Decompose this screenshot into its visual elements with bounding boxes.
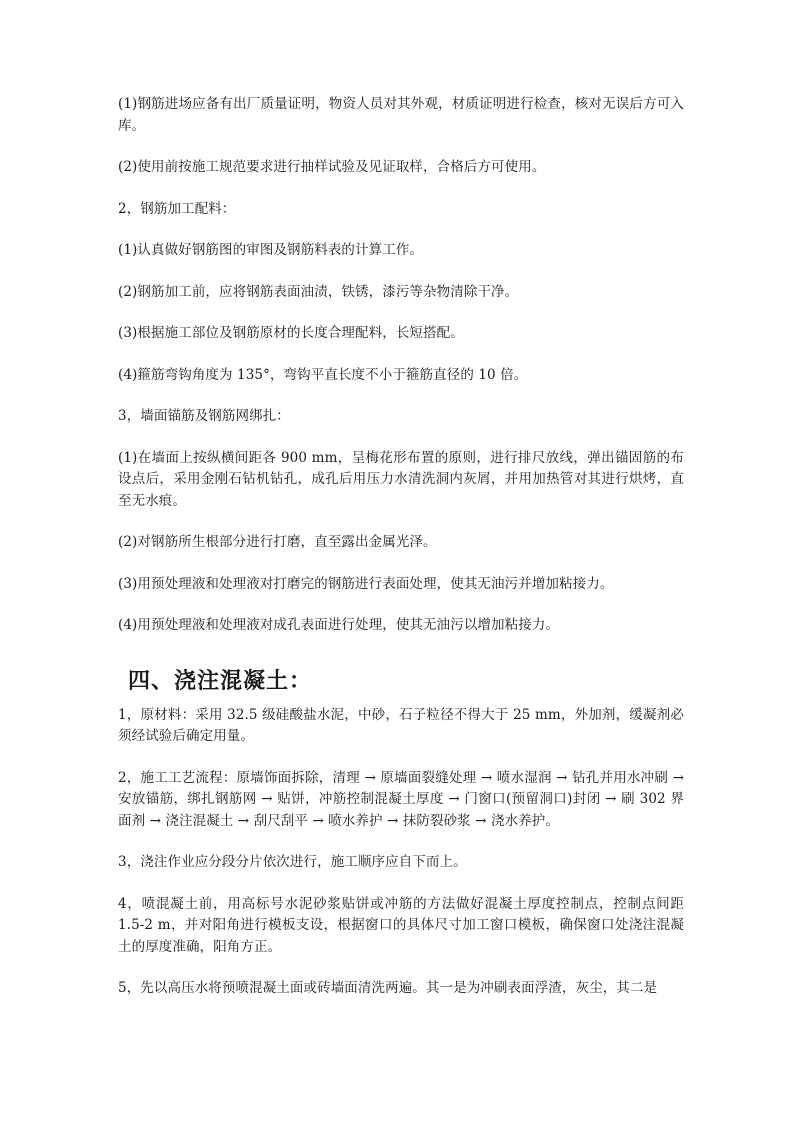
paragraph: (2)使用前按施工规范要求进行抽样试验及见证取样，合格后方可使用。: [118, 159, 546, 175]
paragraph: 5，先以高压水将预喷混凝土面或砖墙面清洗两遍。其一是为冲刷表面浮渣，灰尘，其二是: [118, 980, 658, 996]
paragraph: (4)箍筋弯钩角度为 135°，弯钩平直长度不小于箍筋直径的 10 倍。: [118, 366, 528, 383]
paragraph: 2，施工工艺流程：原墙饰面拆除，清理 → 原墙面裂缝处理 → 喷水湿润 → 钻孔并用水冲刷 → 安放锚筋，绑扎钢筋网 → 贴饼，冲筋控制混凝土厚度 → 门窗口(预留洞口)封闭 → 刷 302 界面剂 → 浇注混凝土 → 刮尺刮平 → 喷水养护 → 抹防裂砂浆 → 浇水养护。: [118, 769, 684, 829]
paragraph: (1)认真做好钢筋图的审图及钢筋料表的计算工作。: [118, 242, 424, 258]
paragraph: 3，浇注作业应分段分片依次进行，施工顺序应自下而上。: [118, 854, 467, 870]
paragraph: (3)根据施工部位及钢筋原材的长度合理配料，长短搭配。: [118, 325, 464, 341]
paragraph: (2)对钢筋所生根部分进行打磨，直至露出金属光泽。: [118, 534, 437, 550]
paragraph: (3)用预处理液和处理液对打磨完的钢筋进行表面处理，使其无油污并增加粘接力。: [118, 575, 614, 592]
paragraph: 1，原材料：采用 32.5 级硅酸盐水泥，中砂，石子粒径不得大于 25 mm，外加剂，缓凝剂必须经试验后确定用量。: [118, 706, 684, 744]
section-heading: 四、浇注混凝土：: [128, 668, 313, 694]
paragraph: 3，墙面锚筋及钢筋网绑扎：: [118, 408, 290, 424]
paragraph: (1)在墙面上按纵横间距各 900 mm，呈梅花形布置的原则，进行排尺放线，弹出锚固筋的布设点后，采用金刚石钻机钻孔，成孔后用压力水清洗洞内灰屑，并用加热管对其进行烘烤，直至无水痕。: [118, 449, 684, 509]
paragraph: 2，钢筋加工配料：: [118, 200, 236, 217]
paragraph: (2)钢筋加工前，应将钢筋表面油渍，铁锈，漆污等杂物清除干净。: [118, 283, 519, 300]
paragraph: (1)钢筋进场应备有出厂质量证明，物资人员对其外观，材质证明进行检查，核对无误后方可入库。: [118, 96, 684, 134]
paragraph: (4)用预处理液和处理液对成孔表面进行处理，使其无油污以增加粘接力。: [118, 617, 560, 633]
paragraph: 4，喷混凝土前，用高标号水泥砂浆贴饼或冲筋的方法做好混凝土厚度控制点，控制点间距 1.5-2 m，并对阳角进行模板支设，根据窗口的具体尺寸加工窗口模板，确保窗口处浇注混凝土的厚度准确，阳角方正。: [118, 895, 684, 955]
document-page: [118, 94, 684, 1020]
